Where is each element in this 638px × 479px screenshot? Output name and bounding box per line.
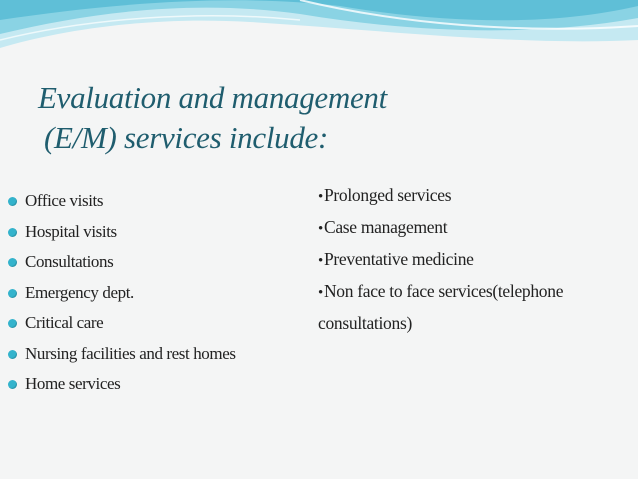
list-item [318,212,618,244]
list-item [318,244,618,276]
list-item [8,339,236,370]
title-line-1: Evaluation and management [38,80,387,115]
list-item [318,180,618,212]
list-item [8,247,236,278]
left-bullet-list [8,186,236,400]
list-item-text: Consultations [25,252,114,272]
list-item [8,186,236,217]
bullet-dot: • [318,189,323,205]
header-wave-decoration [0,0,638,70]
bullet-icon [8,258,17,267]
bullet-dot: • [318,221,323,237]
list-item-text: Office visits [25,191,104,211]
slide-title [38,78,387,158]
right-bullet-list [318,180,618,338]
bullet-icon [8,197,17,206]
bullet-dot: • [318,285,323,301]
list-item [8,308,236,339]
list-item-text: Hospital visits [25,221,117,241]
list-item-text: Nursing facilities and rest homes [25,343,236,363]
list-item-text: Emergency dept. [25,282,134,302]
bullet-icon [8,380,17,389]
bullet-dot: • [318,253,323,269]
bullet-icon [8,228,17,237]
bullet-icon [8,319,17,328]
list-item-text: Preventative medicine [323,249,474,269]
list-item-text: Non face to face services(telephone consultations) [318,281,564,333]
list-item [8,217,236,248]
bullet-icon [8,350,17,359]
title-line-2: (E/M) services include: [44,120,329,155]
list-item-text: Case management [323,217,448,237]
list-item-text: Prolonged services [323,185,452,205]
list-item [8,278,236,309]
list-item-text: Home services [25,374,121,394]
list-item [8,369,236,400]
bullet-icon [8,289,17,298]
list-item [318,276,618,338]
list-item-text: Critical care [25,313,104,333]
